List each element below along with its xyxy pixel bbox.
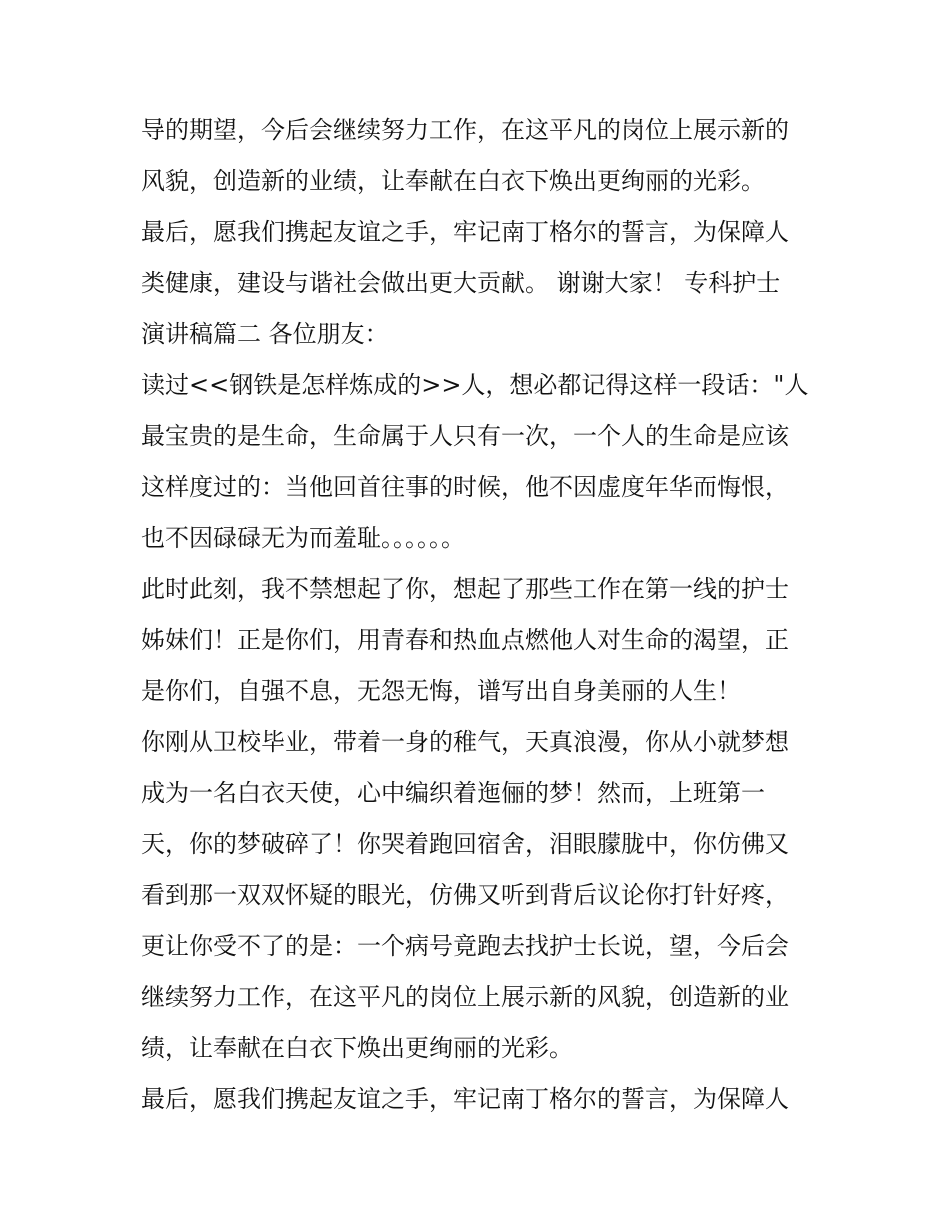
text-line: 继续努力工作，在这平凡的岗位上展示新的风貌，创造新的业 (141, 983, 789, 1011)
text-line: 姊妹们！正是你们，用青春和热血点燃他人对生命的渴望，正 (141, 626, 789, 654)
text-line: 风貌，创造新的业绩，让奉献在白衣下焕出更绚丽的光彩。 (141, 167, 765, 195)
text-line: 是你们，自强不息，无怨无悔，谱写出自身美丽的人生！ (141, 677, 741, 705)
text-line: 类健康，建设与谐社会做出更大贡献。 谢谢大家！ 专科护士 (141, 269, 781, 297)
text-line: 更让你受不了的是：一个病号竟跑去找护士长说，望，今后会 (141, 932, 789, 960)
text-line: 看到那一双双怀疑的眼光，仿佛又听到背后议论你打针好疼， (141, 881, 789, 909)
text-line: 最后，愿我们携起友谊之手，牢记南丁格尔的誓言，为保障人 (141, 1085, 789, 1113)
text-line: 天，你的梦破碎了！你哭着跑回宿舍，泪眼朦胧中，你仿佛又 (141, 830, 789, 858)
text-line: 此时此刻，我不禁想起了你，想起了那些工作在第一线的护士 (141, 575, 789, 603)
text-line: 这样度过的：当他回首往事的时候，他不因虚度年华而悔恨， (141, 473, 789, 501)
text-line: 演讲稿篇二 各位朋友： (141, 320, 389, 348)
text-line: 导的期望，今后会继续努力工作，在这平凡的岗位上展示新的 (141, 116, 789, 144)
text-line: 也不因碌碌无为而羞耻。。。。。。 (141, 524, 465, 552)
body-text (141, 107, 821, 1127)
text-line: 最后，愿我们携起友谊之手，牢记南丁格尔的誓言，为保障人 (141, 218, 789, 246)
text-line: 读过<<钢铁是怎样炼成的>>人，想必都记得这样一段话："人 (141, 371, 809, 399)
text-line: 绩，让奉献在白衣下焕出更绚丽的光彩。 (141, 1034, 573, 1062)
text-line: 最宝贵的是生命，生命属于人只有一次，一个人的生命是应该 (141, 422, 789, 450)
text-line: 你刚从卫校毕业，带着一身的稚气，天真浪漫，你从小就梦想 (141, 728, 789, 756)
text-line: 成为一名白衣天使，心中编织着迤俪的梦！然而，上班第一 (141, 779, 765, 807)
